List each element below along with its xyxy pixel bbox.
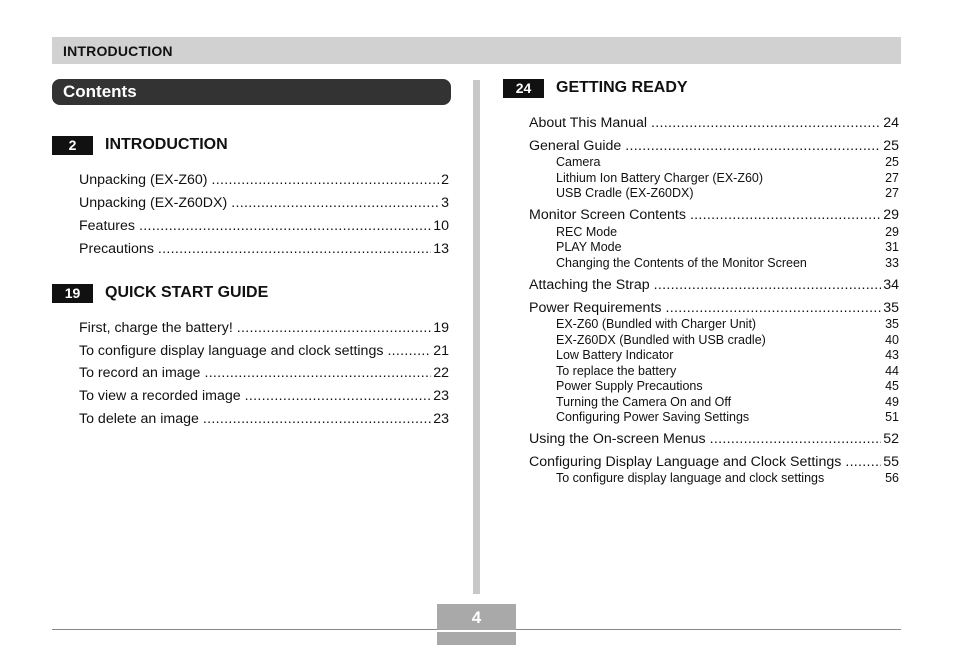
toc-entry-page: 52 xyxy=(883,431,899,447)
page-number-box xyxy=(437,604,516,645)
toc-subentry[interactable] xyxy=(556,256,899,271)
page-number: 4 xyxy=(471,608,482,627)
toc-entry[interactable] xyxy=(529,453,899,471)
toc-entry-label: Using the On-screen Menus xyxy=(529,431,706,447)
toc-entry-label: Precautions xyxy=(79,241,154,257)
toc-entry-label: To record an image xyxy=(79,365,201,381)
toc-entry[interactable] xyxy=(79,171,449,189)
toc-subentry[interactable] xyxy=(556,317,899,332)
leader-dots xyxy=(845,453,881,471)
toc-entry-page: 34 xyxy=(883,277,899,293)
contents-title-bar xyxy=(52,79,451,105)
toc-entry[interactable] xyxy=(529,206,899,224)
toc-subentry-label: To replace the battery xyxy=(556,364,677,378)
toc-subentry-label: Camera xyxy=(556,155,601,169)
toc-entry-page: 23 xyxy=(433,411,449,427)
column-divider xyxy=(473,80,480,594)
toc-entry-page: 25 xyxy=(883,138,899,154)
toc-subentry-page: 49 xyxy=(885,395,899,409)
toc-entry-page: 24 xyxy=(883,115,899,131)
toc-subentry-page: 44 xyxy=(885,364,899,378)
toc-entry[interactable] xyxy=(529,276,899,294)
leader-dots xyxy=(245,387,432,405)
leader-dots xyxy=(231,194,439,212)
toc-subentry[interactable] xyxy=(556,395,899,410)
toc-entry[interactable] xyxy=(79,410,449,428)
toc-entry-label: Power Requirements xyxy=(529,300,662,316)
toc-entry[interactable] xyxy=(529,430,899,448)
toc-entry-label: To configure display language and clock settings xyxy=(79,343,384,359)
toc-entry-page: 35 xyxy=(883,300,899,316)
header-bar xyxy=(52,37,901,64)
toc-subentry-label: Turning the Camera On and Off xyxy=(556,395,732,409)
toc-entry-page: 19 xyxy=(433,320,449,336)
leader-dots xyxy=(212,171,440,189)
toc-subentry-page: 33 xyxy=(885,256,899,270)
leader-dots xyxy=(625,137,881,155)
toc-subentry[interactable] xyxy=(556,225,899,240)
toc-subentry-page: 31 xyxy=(885,240,899,254)
leader-dots xyxy=(387,342,431,360)
section-page-badge: 19 xyxy=(52,284,93,303)
leader-dots xyxy=(204,364,431,382)
leader-dots xyxy=(139,217,431,235)
leader-dots xyxy=(237,319,431,337)
toc-subentry[interactable] xyxy=(556,333,899,348)
toc-subentry[interactable] xyxy=(556,379,899,394)
toc-entry[interactable] xyxy=(79,342,449,360)
toc-entry-label: General Guide xyxy=(529,138,622,154)
toc-entry[interactable] xyxy=(79,364,449,382)
toc-subentry-label: Lithium Ion Battery Charger (EX-Z60) xyxy=(556,171,764,185)
toc-subentry-label: REC Mode xyxy=(556,225,618,239)
toc-entry-page: 55 xyxy=(883,454,899,470)
toc-subentry[interactable] xyxy=(556,410,899,425)
toc-subentry-label: EX-Z60DX (Bundled with USB cradle) xyxy=(556,333,766,347)
toc-entry-page: 22 xyxy=(433,365,449,381)
toc-subentry-page: 29 xyxy=(885,225,899,239)
section-page-badge: 2 xyxy=(52,136,93,155)
toc-subentry-page: 35 xyxy=(885,317,899,331)
toc-entry[interactable] xyxy=(79,194,449,212)
toc-entry[interactable] xyxy=(529,299,899,317)
toc-entry-label: To view a recorded image xyxy=(79,388,241,404)
toc-subentry-label: Low Battery Indicator xyxy=(556,348,674,362)
toc-subentry[interactable] xyxy=(556,171,899,186)
toc-entry-label: Unpacking (EX-Z60) xyxy=(79,172,208,188)
toc-entry-label: Features xyxy=(79,218,135,234)
toc-subentry[interactable] xyxy=(556,186,899,201)
toc-subentry-label: EX-Z60 (Bundled with Charger Unit) xyxy=(556,317,757,331)
toc-subentry-label: To configure display language and clock settings xyxy=(556,471,825,485)
toc-entry-label: To delete an image xyxy=(79,411,199,427)
toc-subentry-label: Configuring Power Saving Settings xyxy=(556,410,750,424)
toc-entry-label: Monitor Screen Contents xyxy=(529,207,686,223)
section-page-badge: 24 xyxy=(503,79,544,98)
toc-entry-page: 23 xyxy=(433,388,449,404)
toc-entry[interactable] xyxy=(79,387,449,405)
toc-entry-page: 3 xyxy=(441,195,449,211)
leader-dots xyxy=(203,410,431,428)
toc-entry-page: 13 xyxy=(433,241,449,257)
toc-subentry-page: 27 xyxy=(885,171,899,185)
leader-dots xyxy=(158,240,431,258)
toc-entry-label: First, charge the battery! xyxy=(79,320,233,336)
toc-entry[interactable] xyxy=(529,114,899,132)
toc-subentry-page: 56 xyxy=(885,471,899,485)
toc-entry-page: 21 xyxy=(433,343,449,359)
contents-title: Contents xyxy=(63,82,137,101)
toc-subentry[interactable] xyxy=(556,364,899,379)
toc-entry-label: Configuring Display Language and Clock Settings xyxy=(529,454,842,470)
toc-subentry[interactable] xyxy=(556,348,899,363)
toc-subentry-page: 25 xyxy=(885,155,899,169)
leader-dots xyxy=(651,114,881,132)
toc-subentry-page: 27 xyxy=(885,186,899,200)
section-title[interactable]: INTRODUCTION xyxy=(105,136,228,153)
page-number-band xyxy=(437,630,516,632)
leader-dots xyxy=(654,276,882,294)
toc-entry-page: 29 xyxy=(883,207,899,223)
toc-entry-label: Unpacking (EX-Z60DX) xyxy=(79,195,228,211)
toc-entry[interactable] xyxy=(79,319,449,337)
leader-dots xyxy=(710,430,882,448)
toc-entry-page: 2 xyxy=(441,172,449,188)
toc-entry[interactable] xyxy=(79,217,449,235)
toc-subentry-label: Power Supply Precautions xyxy=(556,379,703,393)
toc-subentry[interactable] xyxy=(556,240,899,255)
toc-entry-label: About This Manual xyxy=(529,115,648,131)
section-title[interactable]: GETTING READY xyxy=(556,79,688,96)
leader-dots xyxy=(665,299,881,317)
toc-subentry-page: 40 xyxy=(885,333,899,347)
toc-entry-page: 10 xyxy=(433,218,449,234)
leader-dots xyxy=(690,206,881,224)
toc-subentry-page: 51 xyxy=(885,410,899,424)
toc-entry[interactable] xyxy=(529,137,899,155)
toc-subentry-label: Changing the Contents of the Monitor Screen xyxy=(556,256,807,270)
toc-entry[interactable] xyxy=(79,240,449,258)
toc-subentry-label: USB Cradle (EX-Z60DX) xyxy=(556,186,694,200)
toc-subentry-label: PLAY Mode xyxy=(556,240,622,254)
toc-subentry-page: 43 xyxy=(885,348,899,362)
toc-subentry[interactable] xyxy=(556,471,899,486)
toc-subentry[interactable] xyxy=(556,155,899,170)
header-section-label: INTRODUCTION xyxy=(63,43,173,59)
toc-subentry-page: 45 xyxy=(885,379,899,393)
toc-entry-label: Attaching the Strap xyxy=(529,277,650,293)
section-title[interactable]: QUICK START GUIDE xyxy=(105,284,269,301)
